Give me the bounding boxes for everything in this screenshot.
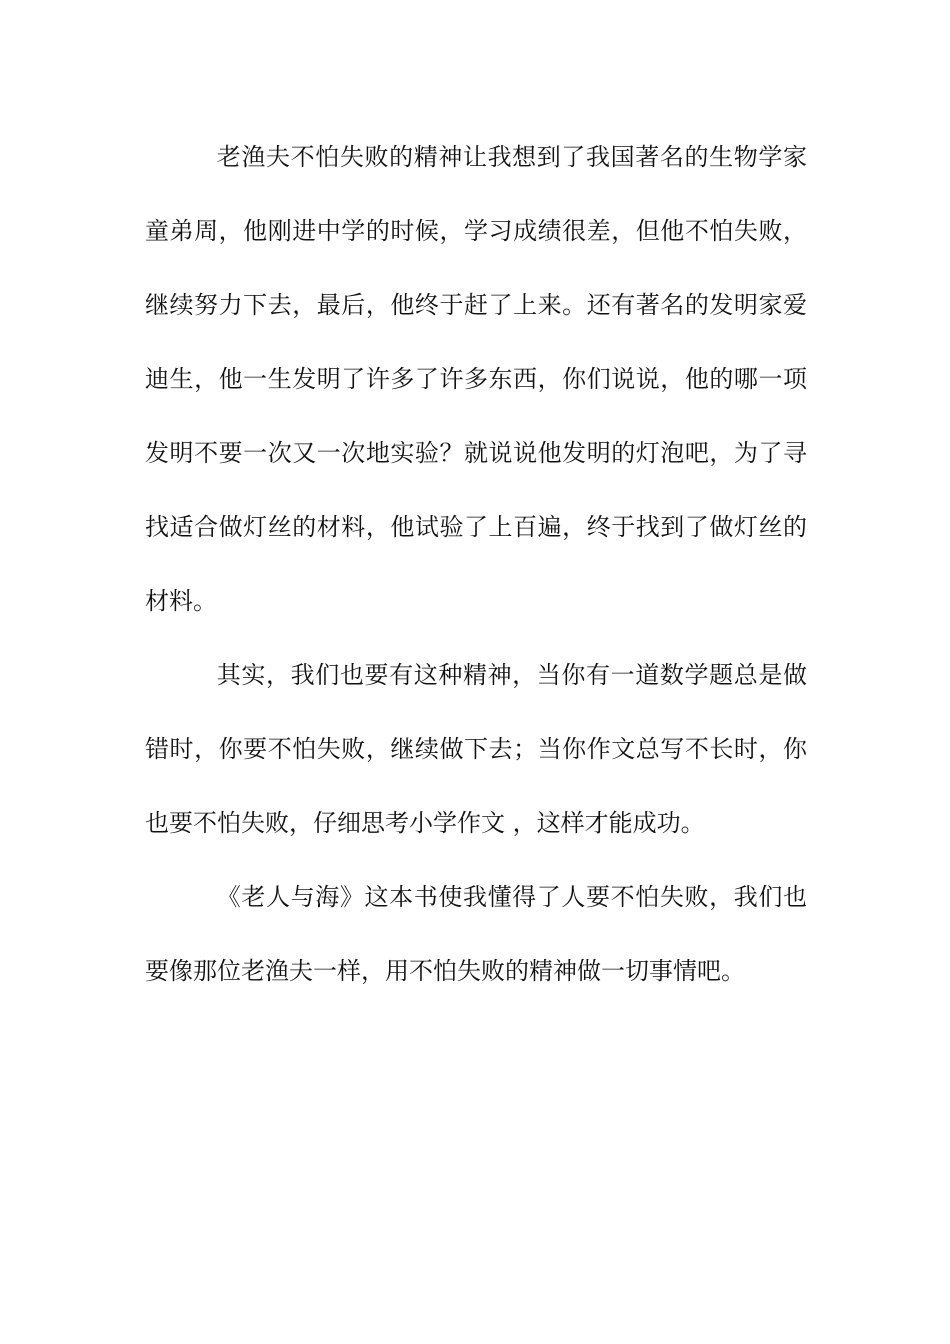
paragraph-2: 其实，我们也要有这种精神，当你有一道数学题总是做错时，你要不怕失败，继续做下去；当你作文总写不长时，你也要不怕失败，仔细思考小学作文 ，这样才能成功。	[145, 661, 807, 837]
paragraph-1: 老渔夫不怕失败的精神让我想到了我国著名的生物学家童弟周，他刚进中学的时候，学习成绩很差，但他不怕失败，继续努力下去，最后，他终于赶了上来。还有著名的发明家爱迪生，他一生发明了许多了许多东西，你们说说，他的哪一项发明不要一次又一次地实验？就说说他发明的灯泡吧，为了寻找适合做灯丝的材料，他试验了上百遍，终于找到了做灯丝的材料。	[145, 143, 807, 615]
document-body	[145, 120, 807, 1008]
paragraph-3: 《老人与海》这本书使我懂得了人要不怕失败，我们也要像那位老渔夫一样，用不怕失败的精神做一切事情吧。	[145, 883, 807, 985]
